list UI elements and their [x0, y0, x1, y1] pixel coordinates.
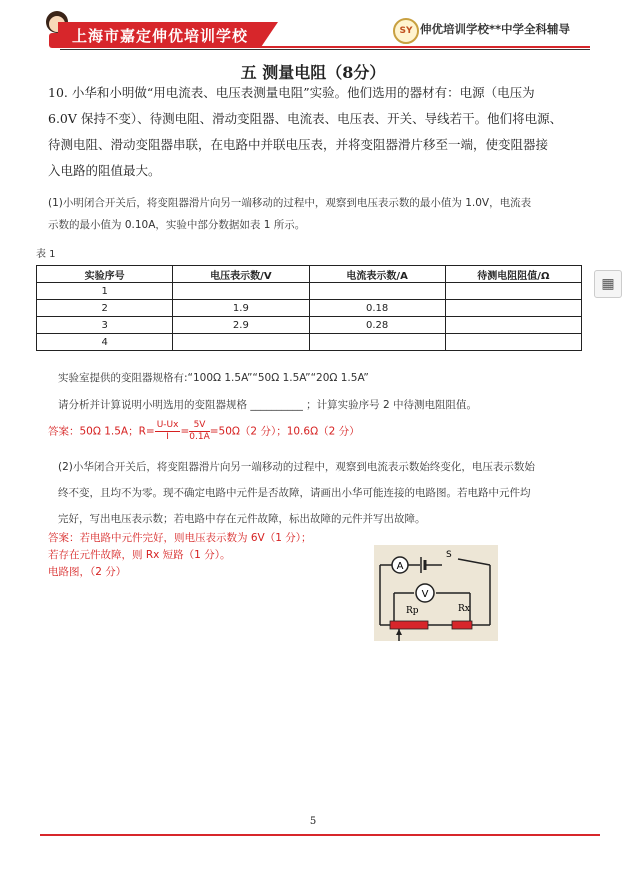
q10-line-3: 待测电阻、滑动变阻器串联，在电路中并联电压表，并将变阻器滑片移至一端，使变阻器接: [48, 137, 549, 152]
circuit-diagram: [374, 545, 498, 641]
fraction-2-denominator: 0.1A: [189, 432, 210, 442]
fraction-2: [189, 420, 209, 443]
footer-divider: [40, 834, 600, 836]
ans2-line-2: 若存在元件故障，则 Rx 短路（1 分）。: [48, 549, 231, 561]
switch-label: S: [446, 550, 452, 560]
p1-line-2: 示数的最小值为 0.10A，实验中部分数据如表 1 所示。: [48, 219, 306, 231]
table-cell: [445, 317, 581, 334]
header-divider-thin: [60, 49, 590, 50]
page-number: 5: [309, 816, 317, 827]
q10-line-1: 10. 小华和小明做“用电流表、电压表测量电阻”实验。他们选用的器材有：电源（电压为: [48, 85, 535, 100]
table-cell: 4: [37, 334, 173, 351]
table-header-row: [37, 266, 582, 283]
table-cell: [445, 283, 581, 300]
table-cell: [445, 334, 581, 351]
answer-1-prefix: 答案：50Ω 1.5A；R=: [48, 425, 155, 438]
answer-2: [48, 530, 311, 581]
table-row: [37, 300, 582, 317]
section-title: 五 测量电阻（8分）: [240, 63, 386, 82]
equals-sign: =: [180, 425, 190, 438]
question-ask-text: 请分析并计算说明小明选用的变阻器规格 __________ ；计算实验序号 2 中待测电阻阻值。: [58, 399, 478, 411]
table-cell: [445, 300, 581, 317]
header-divider: [60, 46, 590, 48]
table-cell: 1.9: [173, 300, 309, 317]
part-1-text: [48, 192, 578, 236]
answer-1-suffix: =50Ω（2 分）；10.6Ω（2 分）: [209, 425, 360, 438]
table-cell: 0.18: [309, 300, 445, 317]
table-row: [37, 283, 582, 300]
p2-line-3: 完好，写出电压表示数；若电路中存在元件故障，标出故障的元件并写出故障。: [58, 513, 426, 525]
table-cell: 2: [37, 300, 173, 317]
p2-line-2: 终不变，且均不为零。现不确定电路中元件是否故障，请画出小华可能连接的电路图。若电路中元件均: [58, 487, 531, 499]
table-cell: [173, 283, 309, 300]
table-row: [37, 317, 582, 334]
fraction-1-denominator: I: [166, 432, 169, 442]
table-cell: [309, 283, 445, 300]
answer-1: [48, 420, 360, 443]
ans2-line-3: 电路图，（2 分）: [48, 566, 127, 578]
table-cell: 0.28: [309, 317, 445, 334]
table-cell: [173, 334, 309, 351]
q10-line-4: 入电路的阻值最大。: [48, 163, 161, 178]
q10-line-2: 6.0V 保持不变）、待测电阻、滑动变阻器、电流表、电压表、开关、导线若干。他们将电源、: [48, 111, 563, 126]
table-grid-icon[interactable]: ▦: [594, 270, 622, 298]
th-voltage: 电压表示数/V: [173, 266, 309, 283]
data-table: [36, 265, 582, 351]
rheostat-spec-text: 实验室提供的变阻器规格有:“100Ω 1.5A”“50Ω 1.5A”“20Ω 1.5A”: [58, 372, 369, 384]
rheostat-rp: [390, 621, 428, 629]
rx-label: Rx: [458, 604, 470, 614]
ammeter-label: A: [396, 561, 404, 572]
table-cell: 2.9: [173, 317, 309, 334]
p1-line-1: (1)小明闭合开关后，将变阻器滑片向另一端移动的过程中，观察到电压表示数的最小值为 1.0V，电流表: [48, 197, 532, 209]
table-cell: 1: [37, 283, 173, 300]
part-2-text: [48, 454, 578, 532]
th-trial: 实验序号: [37, 266, 173, 283]
resistor-rx: [452, 621, 472, 629]
rp-label: Rp: [406, 606, 419, 616]
school-logo: SY: [393, 18, 419, 44]
table-row: [37, 334, 582, 351]
th-resistance: 待测电阻阻值/Ω: [445, 266, 581, 283]
table-caption: 表 1: [36, 249, 56, 260]
fraction-2-numerator: 5V: [189, 420, 209, 432]
header-right-text: 伸优培训学校**中学全科辅导: [420, 22, 571, 36]
table-cell: 3: [37, 317, 173, 334]
header-school-name: 上海市嘉定伸优培训学校: [72, 27, 249, 45]
voltmeter-label: V: [421, 589, 429, 600]
p2-line-1: (2)小华闭合开关后，将变阻器滑片向另一端移动的过程中，观察到电流表示数始终变化，电压表示数始: [58, 461, 535, 473]
fraction-1-numerator: U-Ux: [156, 420, 179, 430]
ans2-line-1: 答案：若电路中元件完好，则电压表示数为 6V（1 分）；: [48, 532, 312, 544]
question-10-intro: [48, 80, 578, 184]
fraction-1: [155, 420, 181, 443]
th-current: 电流表示数/A: [309, 266, 445, 283]
table-cell: [309, 334, 445, 351]
